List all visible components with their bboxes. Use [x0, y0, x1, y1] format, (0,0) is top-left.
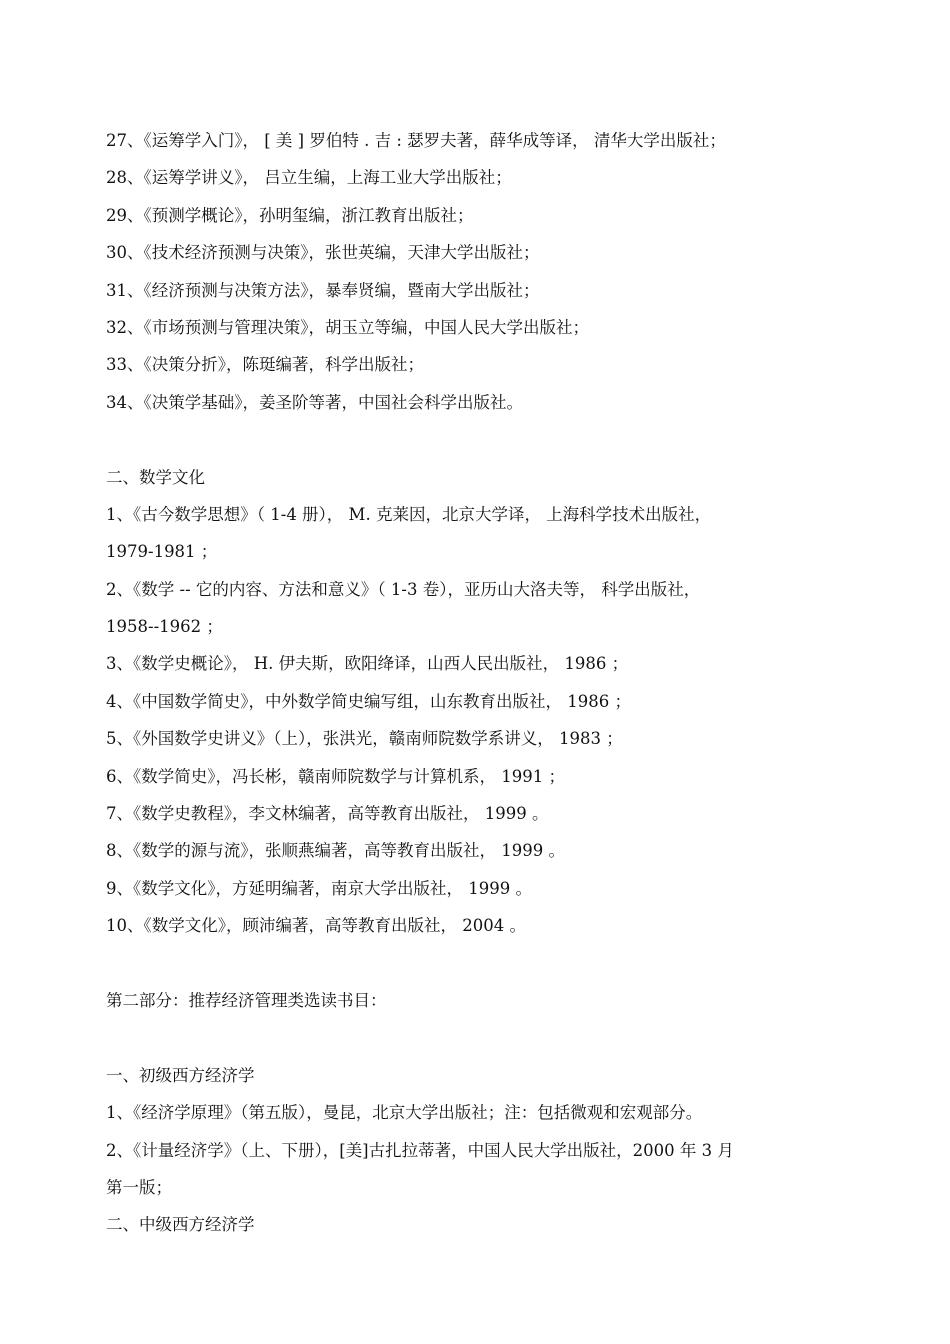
text-line: 6、《数学简史》，冯长彬，赣南师院数学与计算机系， 1991 ； — [106, 766, 565, 786]
blank-line — [106, 1019, 866, 1056]
section-heading: 二、数学文化 — [106, 467, 205, 487]
text-line: 2、《计量经济学》（上、下册），[美]古扎拉蒂著，中国人民大学出版社，2000 年 3 月 — [106, 1140, 734, 1160]
text-line: 3、《数学史概论》， H. 伊夫斯，欧阳绛译，山西人民出版社， 1986 ； — [106, 654, 629, 674]
section-heading: 二、中级西方经济学 — [106, 1215, 255, 1235]
text-line: 第一版； — [106, 1177, 172, 1197]
text-line: 9、《数学文化》，方延明编著，南京大学出版社， 1999 。 — [106, 878, 532, 898]
text-line: 29、《预测学概论》，孙明玺编，浙江教育出版社； — [106, 205, 474, 225]
text-line: 2、《数学 -- 它的内容、方法和意义》（ 1-3 卷），亚历山大洛夫等， 科学出版社， — [106, 579, 701, 599]
blank-line — [106, 945, 866, 982]
text-line: 1、《经济学原理》（第五版），曼昆，北京大学出版社；注：包括微观和宏观部分。 — [106, 1103, 703, 1123]
text-line: 1979-1981 ； — [106, 542, 218, 562]
text-line: 1958--1962 ； — [106, 617, 223, 637]
text-line: 34、《决策学基础》，姜圣阶等著，中国社会科学出版社。 — [106, 392, 523, 412]
text-line: 28、《运筹学讲义》， 吕立生编，上海工业大学出版社； — [106, 168, 512, 188]
text-line: 30、《技术经济预测与决策》，张世英编，天津大学出版社； — [106, 243, 540, 263]
document-page — [106, 122, 866, 1244]
text-line: 1、《古今数学思想》（ 1-4 册）， M. 克莱因，北京大学译， 上海科学技术出版社， — [106, 504, 712, 524]
text-line: 31、《经济预测与决策方法》，暴奉贤编，暨南大学出版社； — [106, 280, 540, 300]
text-line: 33、《决策分折》，陈珽编著，科学出版社； — [106, 355, 424, 375]
text-line: 27、《运筹学入门》， [ 美 ] 罗伯特 . 吉 : 瑟罗夫著，薛华成等译， 清华大学出版社； — [106, 131, 726, 150]
section-heading: 一、初级西方经济学 — [106, 1065, 255, 1085]
blank-line — [106, 421, 866, 458]
text-line: 10、《数学文化》，顾沛编著，高等教育出版社， 2004 。 — [106, 916, 526, 936]
text-line: 8、《数学的源与流》，张顺燕编著，高等教育出版社， 1999 。 — [106, 841, 565, 861]
text-line: 7、《数学史教程》，李文林编著，高等教育出版社， 1999 。 — [106, 804, 549, 824]
text-line: 32、《市场预测与管理决策》，胡玉立等编，中国人民大学出版社； — [106, 317, 589, 337]
part-heading: 第二部分：推荐经济管理类选读书目： — [106, 990, 387, 1010]
text-line: 5、《外国数学史讲义》（上），张洪光，赣南师院数学系讲义， 1983 ； — [106, 729, 623, 749]
text-line: 4、《中国数学简史》，中外数学简史编写组，山东教育出版社， 1986 ； — [106, 691, 631, 711]
